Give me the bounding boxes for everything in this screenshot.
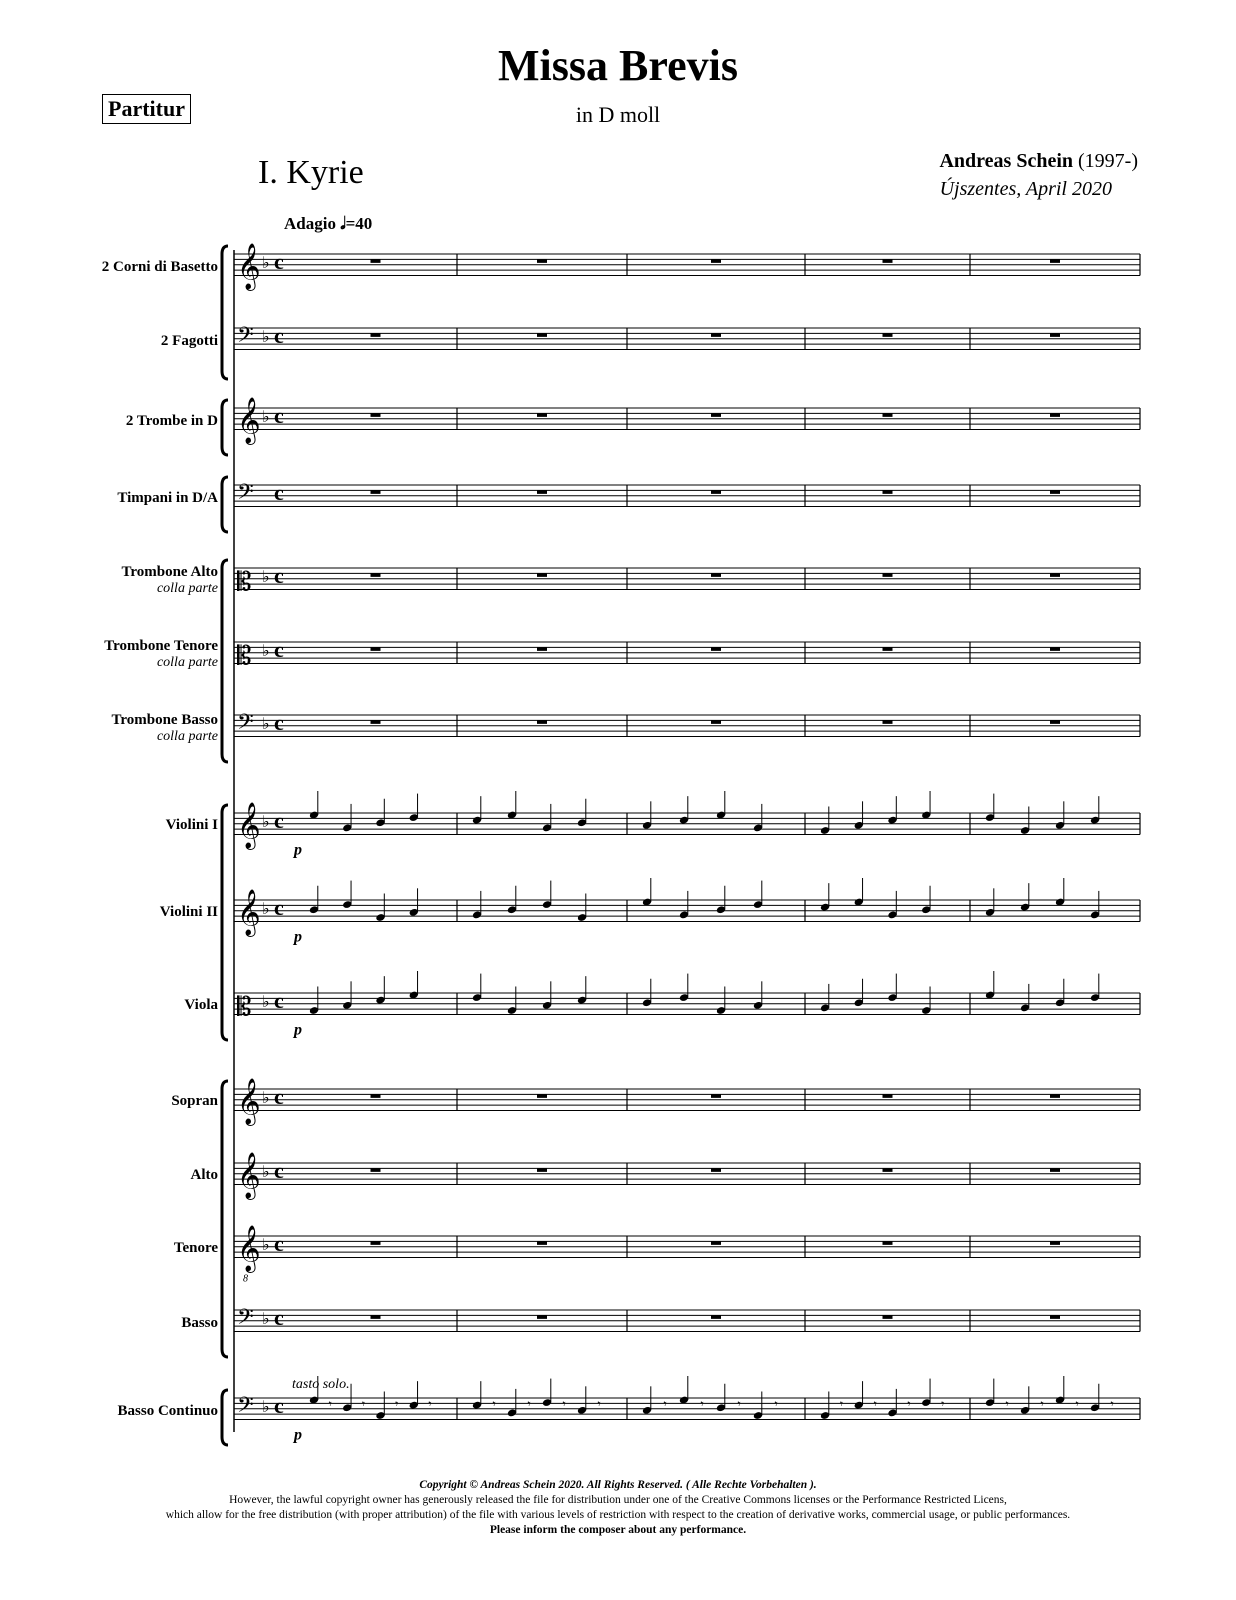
flat-icon: ♭ <box>262 714 270 733</box>
page-title: Missa Brevis <box>498 41 738 90</box>
tempo-text: Adagio <box>284 214 336 233</box>
whole-rest <box>537 259 547 263</box>
dynamic-mark: p <box>294 1426 302 1444</box>
time-signature: c <box>274 895 284 920</box>
whole-rest <box>371 413 381 417</box>
whole-rest <box>537 1241 547 1245</box>
eighth-rest: 𝄾 <box>663 1397 667 1411</box>
flat-icon: ♭ <box>262 1162 270 1181</box>
time-signature: c <box>274 249 284 274</box>
eighth-rest: 𝄾 <box>492 1397 496 1411</box>
instrument-label: 2 Fagotti <box>160 333 218 349</box>
tempo-value: =40 <box>345 214 373 233</box>
eighth-rest: 𝄾 <box>361 1397 366 1411</box>
whole-rest <box>1050 1241 1060 1245</box>
movement-title: I. Kyrie <box>258 154 364 191</box>
eighth-rest: 𝄾 <box>839 1397 844 1411</box>
treble-clef-icon: 𝄞 <box>237 802 261 849</box>
time-signature: c <box>274 1231 284 1256</box>
whole-rest <box>883 573 893 577</box>
whole-rest <box>711 647 721 651</box>
eighth-rest: 𝄾 <box>395 1397 399 1411</box>
instrument-label: Trombone Alto colla parte <box>121 564 218 596</box>
whole-rest <box>1050 413 1060 417</box>
octave-mark: 8 <box>243 1273 248 1285</box>
instrument-label: Tenore <box>173 1240 218 1256</box>
flat-icon: ♭ <box>262 1397 270 1416</box>
eighth-rest: 𝄾 <box>941 1397 945 1411</box>
license-line: However, the lawful copyright owner has generously released the file for distribution under one of the Creative Commons licenses or the Performance Restricted Licens, <box>229 1494 1007 1506</box>
eighth-rest: 𝄾 <box>907 1397 911 1411</box>
instrument-label: 2 Corni di Basetto <box>101 259 218 275</box>
time-signature: c <box>274 808 284 833</box>
bass-clef-icon: 𝄢 <box>237 323 254 353</box>
instrument-label: Alto <box>190 1167 218 1183</box>
key-subtitle: in D moll <box>575 102 661 127</box>
flat-icon: ♭ <box>262 327 270 346</box>
alto-clef-icon: 𝄡 <box>237 992 252 1023</box>
time-signature: c <box>274 988 284 1013</box>
flat-icon: ♭ <box>262 641 270 660</box>
system-bracket <box>222 246 228 379</box>
system-bracket <box>222 805 228 1040</box>
whole-rest <box>883 1168 893 1172</box>
bass-clef-icon: 𝄢 <box>237 1305 254 1335</box>
dynamic-mark: p <box>294 841 302 859</box>
time-signature: c <box>274 1084 284 1109</box>
whole-rest <box>883 1315 893 1319</box>
license-line: which allow for the free distribution (with proper attribution) of the file with various levels of restriction with respect to the creation of derivative works, commercial usage, or public performances. <box>165 1509 1071 1521</box>
eighth-rest: 𝄾 <box>597 1397 601 1411</box>
instrument-label: Basso Continuo <box>117 1403 218 1419</box>
whole-rest <box>883 647 893 651</box>
composer-name: Andreas Schein <box>939 150 1074 172</box>
treble-clef-icon: 𝄞 <box>237 397 261 444</box>
whole-rest <box>371 1315 381 1319</box>
whole-rest <box>1050 573 1060 577</box>
whole-rest <box>883 259 893 263</box>
whole-rest <box>711 1315 721 1319</box>
instrument-label: Violini II <box>159 904 218 920</box>
system-bracket <box>222 400 228 455</box>
time-signature: c <box>274 1393 284 1418</box>
whole-rest <box>883 333 893 337</box>
flat-icon: ♭ <box>262 1309 270 1328</box>
whole-rest <box>371 1241 381 1245</box>
whole-rest <box>371 1168 381 1172</box>
system-bracket <box>222 560 228 762</box>
composer-years: (1997-) <box>1078 150 1138 172</box>
eighth-rest: 𝄾 <box>873 1397 877 1411</box>
eighth-rest: 𝄾 <box>700 1397 704 1411</box>
eighth-rest: 𝄾 <box>1040 1397 1044 1411</box>
flat-icon: ♭ <box>262 407 270 426</box>
whole-rest <box>537 333 547 337</box>
whole-rest <box>371 720 381 724</box>
alto-clef-icon: 𝄡 <box>237 641 252 672</box>
whole-rest <box>371 490 381 494</box>
whole-rest <box>711 490 721 494</box>
whole-rest <box>1050 647 1060 651</box>
eighth-rest: 𝄾 <box>1075 1397 1079 1411</box>
eighth-rest: 𝄾 <box>1005 1397 1009 1411</box>
whole-rest <box>711 413 721 417</box>
eighth-rest: 𝄾 <box>562 1397 566 1411</box>
flat-icon: ♭ <box>262 1088 270 1107</box>
whole-rest <box>883 720 893 724</box>
treble-clef-icon: 𝄞 <box>237 1225 261 1272</box>
instrument-label: 2 Trombe in D <box>125 413 218 429</box>
continuo-marking: tasto solo. <box>292 1377 350 1392</box>
instrument-label: Viola <box>184 997 218 1013</box>
instrument-label: Timpani in D/A <box>117 490 218 506</box>
instrument-label: Trombone Tenore colla parte <box>104 638 218 670</box>
whole-rest <box>371 333 381 337</box>
whole-rest <box>1050 333 1060 337</box>
whole-rest <box>1050 259 1060 263</box>
place-date: Újszentes, April 2020 <box>939 178 1112 200</box>
flat-icon: ♭ <box>262 1235 270 1254</box>
whole-rest <box>371 1094 381 1098</box>
copyright-footer <box>0 1478 1236 1538</box>
dynamic-mark: p <box>294 1021 302 1039</box>
time-signature: c <box>274 323 284 348</box>
time-signature: c <box>274 403 284 428</box>
eighth-rest: 𝄾 <box>428 1397 432 1411</box>
eighth-rest: 𝄾 <box>328 1397 332 1411</box>
whole-rest <box>711 1094 721 1098</box>
system-bracket <box>222 1081 228 1357</box>
performance-note: Please inform the composer about any performance. <box>489 1524 747 1536</box>
time-signature: c <box>274 710 284 735</box>
whole-rest <box>711 1168 721 1172</box>
instrument-label: Basso <box>181 1315 218 1331</box>
bass-clef-icon: 𝄢 <box>237 480 254 510</box>
whole-rest <box>711 1241 721 1245</box>
whole-rest <box>1050 490 1060 494</box>
treble-clef-icon: 𝄞 <box>237 243 261 290</box>
flat-icon: ♭ <box>262 812 270 831</box>
time-signature: c <box>274 1158 284 1183</box>
whole-rest <box>371 647 381 651</box>
whole-rest <box>1050 1168 1060 1172</box>
whole-rest <box>537 413 547 417</box>
whole-rest <box>371 259 381 263</box>
time-signature: c <box>274 1305 284 1330</box>
flat-icon: ♭ <box>262 567 270 586</box>
whole-rest <box>883 490 893 494</box>
eighth-rest: 𝄾 <box>1110 1397 1114 1411</box>
bass-clef-icon: 𝄢 <box>237 1393 254 1423</box>
whole-rest <box>537 647 547 651</box>
eighth-rest: 𝄾 <box>774 1397 778 1411</box>
whole-rest <box>711 259 721 263</box>
time-signature: c <box>274 480 284 505</box>
bass-clef-icon: 𝄢 <box>237 710 254 740</box>
whole-rest <box>537 573 547 577</box>
half-note-icon: 𝅗𝅥 <box>340 214 346 233</box>
partitur-badge: Partitur <box>102 94 191 124</box>
instrument-label: Sopran <box>171 1093 218 1109</box>
instrument-label: Trombone Basso colla parte <box>111 712 218 744</box>
time-signature: c <box>274 637 284 662</box>
whole-rest <box>883 1241 893 1245</box>
whole-rest <box>1050 1094 1060 1098</box>
instrument-label: Violini I <box>165 817 218 833</box>
whole-rest <box>537 1168 547 1172</box>
whole-rest <box>371 573 381 577</box>
eighth-rest: 𝄾 <box>737 1397 741 1411</box>
whole-rest <box>537 1094 547 1098</box>
whole-rest <box>537 1315 547 1319</box>
system-bracket <box>222 477 228 532</box>
alto-clef-icon: 𝄡 <box>237 567 252 598</box>
system-bracket <box>222 1390 228 1445</box>
copyright-line: Copyright © Andreas Schein 2020. All Rights Reserved. ( Alle Rechte Vorbehalten ). <box>419 1479 817 1491</box>
treble-clef-icon: 𝄞 <box>237 1152 261 1199</box>
flat-icon: ♭ <box>262 992 270 1011</box>
dynamic-mark: p <box>294 928 302 946</box>
whole-rest <box>537 720 547 724</box>
eighth-rest: 𝄾 <box>527 1397 531 1411</box>
flat-icon: ♭ <box>262 899 270 918</box>
whole-rest <box>883 1094 893 1098</box>
whole-rest <box>537 490 547 494</box>
whole-rest <box>711 720 721 724</box>
flat-icon: ♭ <box>262 253 270 272</box>
treble-clef-icon: 𝄞 <box>237 1078 261 1125</box>
whole-rest <box>1050 1315 1060 1319</box>
treble-clef-icon: 𝄞 <box>237 889 261 936</box>
whole-rest <box>1050 720 1060 724</box>
time-signature: c <box>274 563 284 588</box>
whole-rest <box>711 333 721 337</box>
whole-rest <box>711 573 721 577</box>
whole-rest <box>883 413 893 417</box>
